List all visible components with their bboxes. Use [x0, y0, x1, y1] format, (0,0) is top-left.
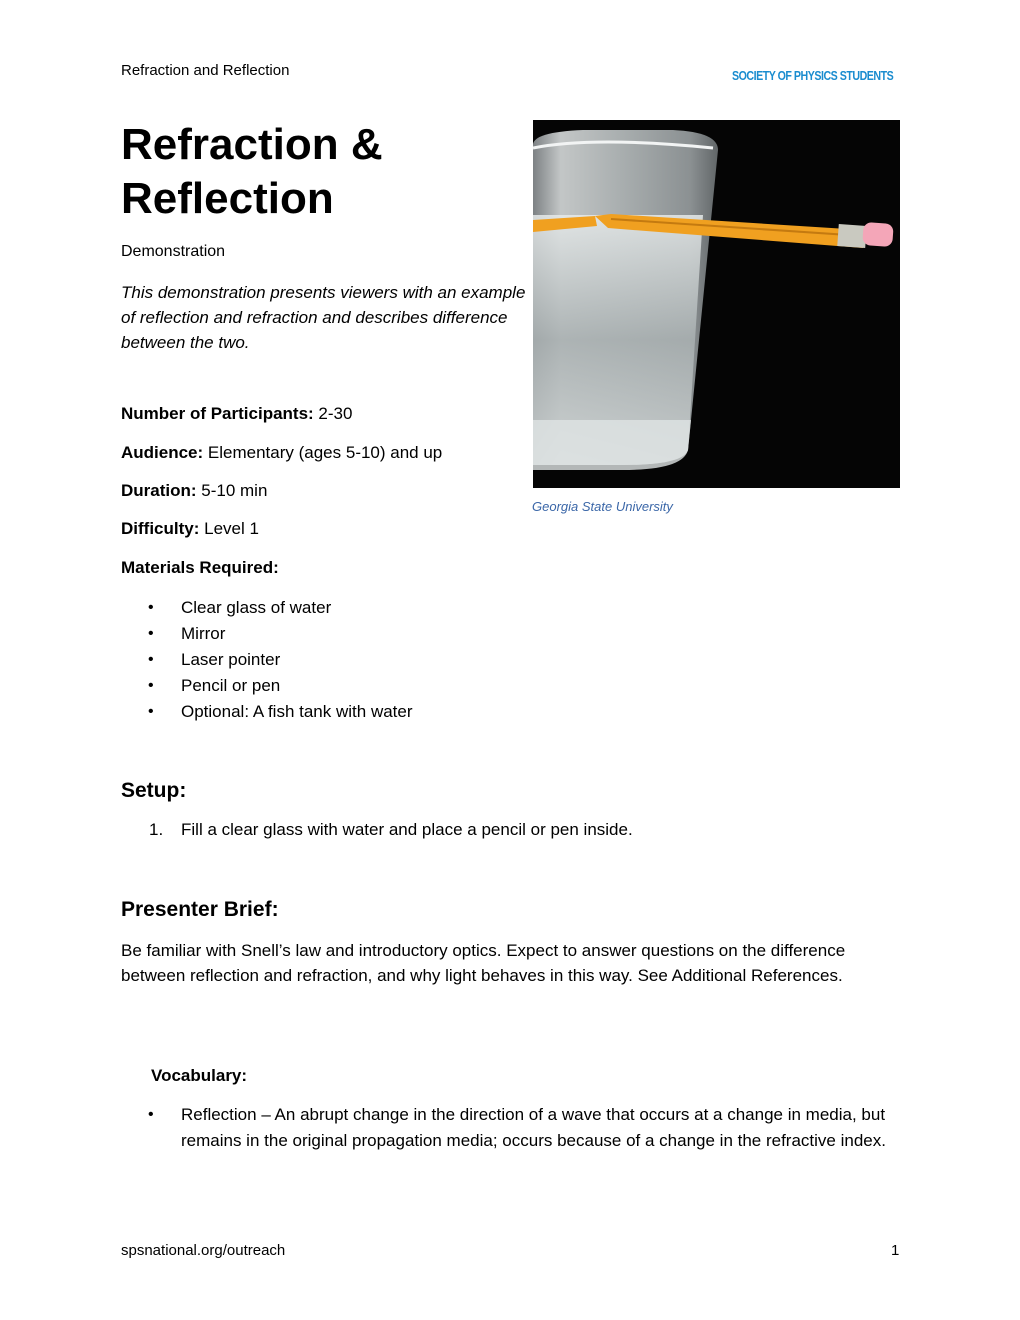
- photo-caption: Georgia State University: [532, 499, 673, 514]
- page-subtitle: Demonstration: [121, 243, 226, 260]
- meta-value: 5-10 min: [196, 481, 268, 500]
- meta-label: Difficulty:: [121, 519, 200, 538]
- list-item: • Laser pointer: [121, 647, 541, 673]
- brief-heading: Presenter Brief:: [121, 898, 279, 921]
- meta-label: Audience:: [121, 443, 204, 462]
- meta-audience: [121, 443, 442, 463]
- glass-pencil-illustration: [533, 120, 900, 488]
- header-doc-title: Refraction and Reflection: [121, 62, 290, 79]
- page-number: 1: [891, 1242, 900, 1259]
- list-item: • Clear glass of water: [121, 595, 541, 621]
- page-title: Refraction & Reflection: [121, 120, 383, 223]
- brief-text: Be familiar with Snell’s law and introductory optics. Expect to answer questions on the difference between reflection and refraction, and why light behaves in this way. See Additional References.: [121, 941, 846, 985]
- step-text: Fill a clear glass with water and place a pencil or pen inside.: [181, 820, 633, 839]
- list-item: • Optional: A fish tank with water: [121, 699, 541, 725]
- meta-label: Duration:: [121, 481, 197, 500]
- intro-text: This demonstration presents viewers with an example of reflection and refraction and describes difference between the two.: [121, 283, 526, 352]
- meta-participants: [121, 404, 352, 424]
- meta-difficulty: [121, 519, 259, 539]
- demo-photo: [533, 120, 900, 488]
- sps-logo-text: SOCIETY OF PHYSICS STUDENTS: [732, 67, 894, 83]
- list-item: • Reflection – An abrupt change in the direction of a wave that occurs at a change in media, but remains in the original propagation media; occurs because of a change in the refractive index.: [121, 1102, 911, 1154]
- vocabulary-list: [121, 1102, 911, 1154]
- list-item: • Mirror: [121, 621, 541, 647]
- meta-value: 2-30: [313, 404, 353, 423]
- meta-value: Level 1: [199, 519, 259, 538]
- meta-value: Elementary (ages 5-10) and up: [203, 443, 443, 462]
- materials-heading: Materials Required:: [121, 558, 279, 577]
- setup-step: [149, 820, 633, 840]
- sps-logo: [728, 62, 908, 88]
- materials-list: [121, 595, 541, 725]
- footer-url: spsnational.org/outreach: [121, 1242, 286, 1259]
- vocabulary-heading: Vocabulary:: [151, 1066, 248, 1085]
- setup-heading: Setup:: [121, 779, 187, 802]
- meta-label: Number of Participants:: [121, 404, 314, 423]
- list-item: • Pencil or pen: [121, 673, 541, 699]
- meta-duration: [121, 481, 267, 501]
- step-number: 1.: [149, 820, 164, 839]
